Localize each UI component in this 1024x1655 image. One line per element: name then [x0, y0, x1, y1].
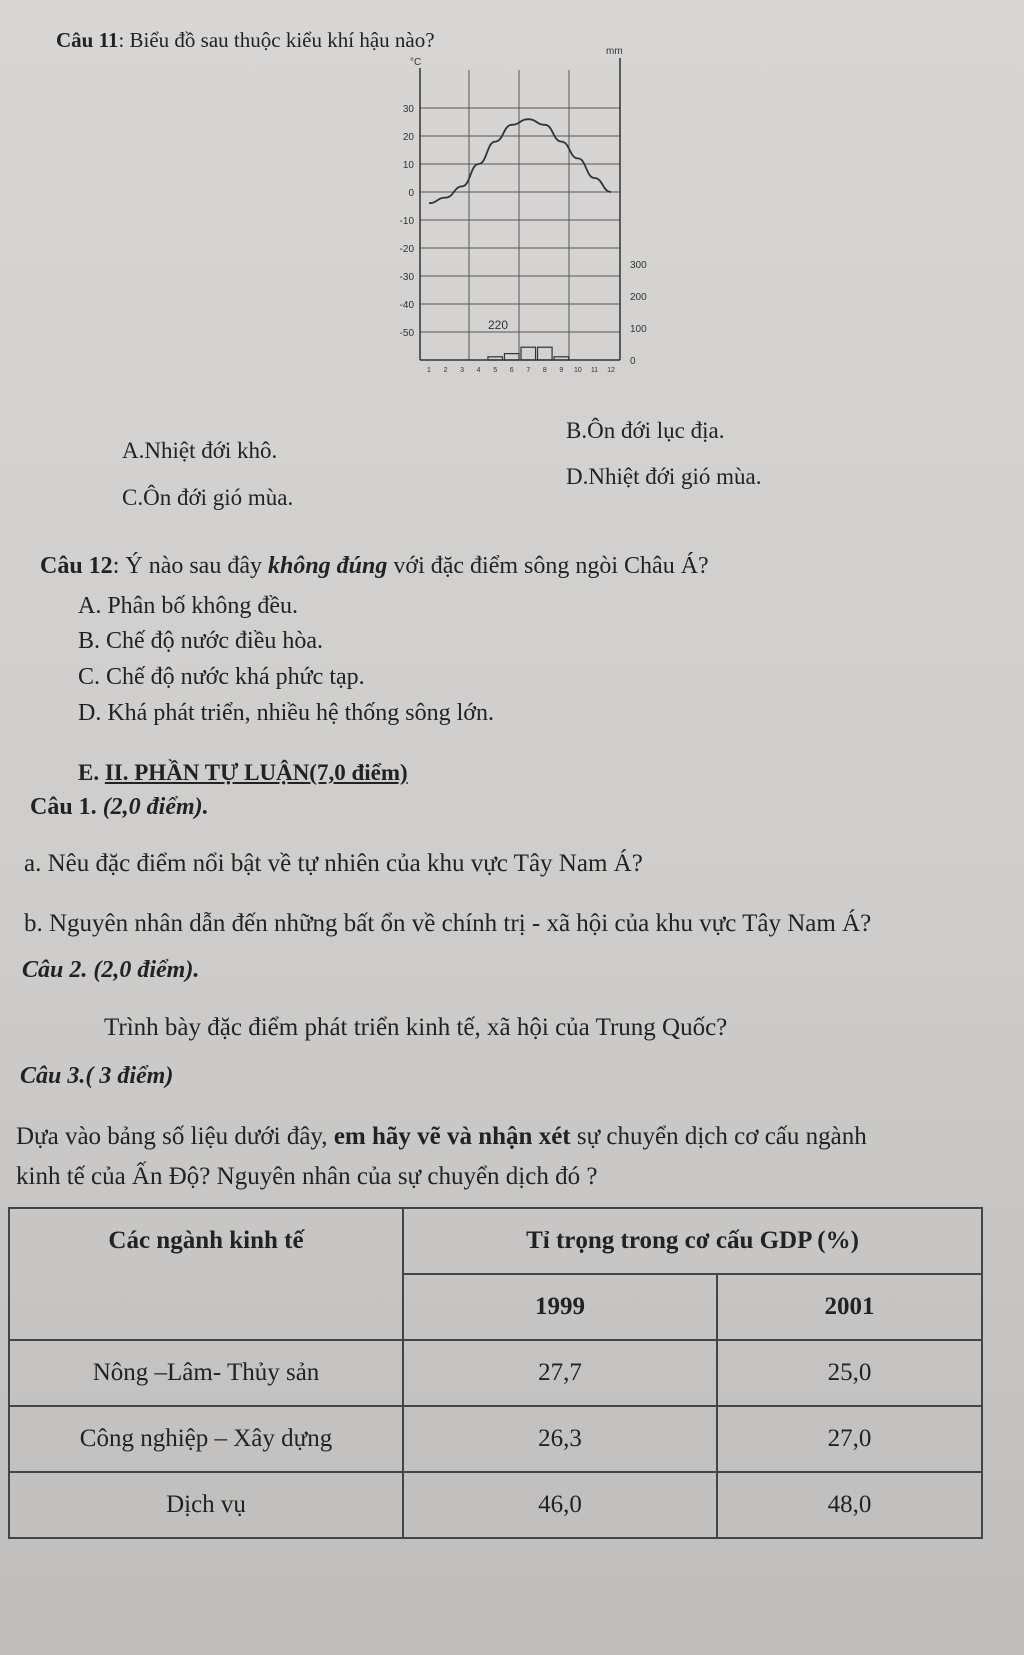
month-tick-label: 10 [574, 367, 582, 374]
month-tick-label: 11 [590, 367, 599, 374]
precipitation-bar [538, 347, 553, 360]
cau3-line1-before: Dựa vào bảng số liệu dưới đây, [16, 1123, 334, 1150]
temp-tick-labels [400, 104, 415, 339]
cau3-title: Câu 3.( 3 điểm) [20, 1063, 174, 1089]
value-2001-cell: 48,0 [717, 1472, 982, 1538]
temp-tick-label: 0 [408, 188, 414, 199]
q11-option-a: A.Nhiệt đới khô. [122, 438, 278, 463]
temp-tick-label: -40 [399, 300, 414, 311]
cau3-line1-after: sự chuyển dịch cơ cấu ngành [570, 1123, 867, 1150]
rain-tick-label: 0 [630, 356, 636, 367]
table-header-row [9, 1208, 982, 1274]
rain-tick-label: 200 [630, 292, 647, 303]
month-tick-label: 3 [460, 367, 465, 374]
climate-chart [380, 40, 680, 400]
precipitation-bar [488, 357, 503, 360]
month-tick-label: 9 [559, 367, 564, 374]
month-tick-label: 7 [526, 367, 531, 374]
temp-unit-label: °C [410, 57, 422, 68]
value-2001-cell: 27,0 [717, 1406, 982, 1472]
sector-cell: Nông –Lâm- Thủy sản [9, 1340, 403, 1406]
temp-tick-label: -10 [399, 216, 414, 227]
section-letter: E. [78, 760, 100, 785]
q12-question [40, 553, 709, 580]
q12-option-a: A. Phân bố không đều. [78, 593, 298, 619]
q12-option-c: C. Chế độ nước khá phức tạp. [78, 664, 365, 690]
q11-prefix: Câu 11 [56, 28, 119, 52]
month-tick-label: 6 [509, 367, 514, 374]
rain-tick-labels [630, 260, 647, 367]
value-1999-cell: 27,7 [403, 1340, 717, 1406]
rain-tick-label: 100 [630, 324, 647, 335]
cau1-label: Câu 1. [30, 794, 97, 820]
temp-tick-label: 30 [402, 104, 414, 115]
cau2-title: Câu 2. (2,0 điểm). [22, 957, 200, 983]
temp-tick-label: -20 [399, 244, 414, 255]
q12-text-before: : Ý nào sau đây [112, 553, 268, 579]
cau1-points: (2,0 điểm). [102, 794, 209, 820]
month-tick-label: 12 [607, 367, 615, 374]
value-1999-cell: 46,0 [403, 1472, 717, 1538]
cau2-body: Trình bày đặc điểm phát triển kinh tế, xã hội của Trung Quốc? [104, 1014, 728, 1041]
precipitation-bar [521, 347, 536, 360]
q12-prefix: Câu 12 [40, 553, 113, 579]
q12-option-d: D. Khá phát triển, nhiều hệ thống sông lớn. [78, 700, 494, 726]
temp-tick-label: 10 [402, 160, 414, 171]
sector-cell: Dịch vụ [9, 1472, 403, 1538]
month-tick-labels [427, 367, 615, 374]
precipitation-bars [488, 347, 569, 360]
sector-column-header: Các ngành kinh tế [9, 1208, 403, 1340]
month-tick-label: 2 [443, 367, 448, 374]
cau3-line1 [16, 1123, 867, 1151]
precipitation-bar [504, 354, 519, 360]
table-row [9, 1472, 982, 1538]
gdp-share-header: Tỉ trọng trong cơ cấu GDP (%) [403, 1208, 982, 1274]
section-title: II. PHẦN TỰ LUẬN(7,0 điểm) [104, 760, 408, 785]
month-tick-label: 5 [493, 367, 498, 374]
q11-option-b: B.Ôn đới lục địa. [566, 418, 725, 443]
q12-emphasis: không đúng [267, 553, 388, 579]
q12-option-b: B. Chế độ nước điều hòa. [78, 628, 323, 654]
chart-grid [420, 70, 620, 360]
rain-unit-label: mm [606, 46, 623, 57]
table-row [9, 1340, 982, 1406]
cau1-title [30, 794, 209, 821]
cau1-part-b: b. Nguyên nhân dẫn đến những bất ổn về chính trị - xã hội của khu vực Tây Nam Á? [24, 910, 872, 937]
year-2001-header: 2001 [717, 1274, 982, 1340]
month-tick-label: 4 [476, 367, 481, 374]
table-row [9, 1406, 982, 1472]
q12-text-after: với đặc điểm sông ngòi Châu Á? [387, 553, 709, 579]
temp-tick-label: -30 [399, 272, 414, 283]
precipitation-bar [554, 357, 569, 360]
q11-question [56, 28, 435, 53]
temp-tick-label: -50 [399, 328, 414, 339]
gdp-structure-table [8, 1207, 983, 1539]
q11-text: : Biểu đồ sau thuộc kiểu khí hậu nào? [118, 28, 435, 52]
value-1999-cell: 26,3 [403, 1406, 717, 1472]
temperature-line [429, 119, 611, 203]
chart-axes [420, 58, 620, 360]
section-heading [78, 760, 408, 786]
rain-total-annotation: 220 [488, 318, 509, 332]
cau1-part-a: a. Nêu đặc điểm nổi bật về tự nhiên của khu vực Tây Nam Á? [24, 850, 643, 877]
q11-option-d: D.Nhiệt đới gió mùa. [566, 464, 762, 489]
cau3-line1-bold: em hãy vẽ và nhận xét [333, 1123, 571, 1150]
q11-option-c: C.Ôn đới gió mùa. [122, 485, 294, 510]
value-2001-cell: 25,0 [717, 1340, 982, 1406]
month-tick-label: 1 [427, 367, 431, 374]
year-1999-header: 1999 [403, 1274, 717, 1340]
sector-cell: Công nghiệp – Xây dựng [9, 1406, 403, 1472]
rain-tick-label: 300 [630, 260, 647, 271]
temp-tick-label: 20 [402, 132, 414, 143]
month-tick-label: 8 [542, 367, 547, 374]
cau3-line2: kinh tế của Ấn Độ? Nguyên nhân của sự chuyển dịch đó ? [16, 1163, 598, 1190]
